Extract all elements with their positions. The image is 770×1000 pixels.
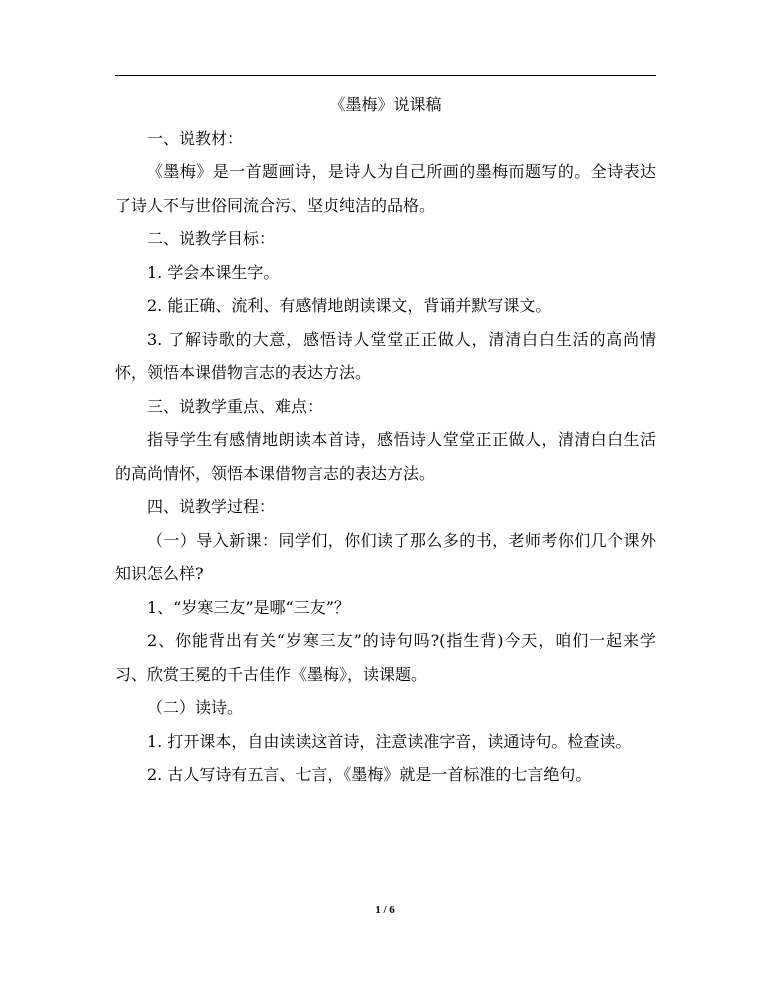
section-heading-textbook: 一、说教材： xyxy=(147,128,244,148)
header-rule xyxy=(115,75,656,76)
paragraph-textbook-intro: 《墨梅》是一首题画诗，是诗人为自己所画的墨梅而题写的。全诗表达了诗人不与世俗同流合污、坚贞纯洁的品格。 xyxy=(115,162,656,215)
section-heading-keypoints: 三、说教学重点、难点： xyxy=(147,396,324,416)
reading-item-1: 1. 打开课本，自由读读这首诗，注意读准字音，读通诗句。检查读。 xyxy=(147,731,632,751)
question-item-2: 2、你能背出有关“岁寒三友”的诗句吗?(指生背)今天，咱们一起来学习、欣赏王冕的千古佳作《墨梅》，读课题。 xyxy=(115,631,656,684)
reading-item-2: 2. 古人写诗有五言、七言，《墨梅》就是一首标准的七言绝句。 xyxy=(147,765,592,784)
goal-item-1: 1. 学会本课生字。 xyxy=(147,262,280,282)
document-body xyxy=(115,88,656,792)
paragraph-keypoints: 指导学生有感情地朗读本首诗，感悟诗人堂堂正正做人，清清白白生活的高尚情怀，领悟本课借物言志的表达方法。 xyxy=(115,430,656,483)
question-item-1: 1、“岁寒三友”是哪“三友”？ xyxy=(147,597,350,617)
goal-item-3: 3. 了解诗歌的大意，感悟诗人堂堂正正做人，清清白白生活的高尚情怀，领悟本课借物言志的表达方法。 xyxy=(115,329,656,382)
section-heading-goals: 二、说教学目标： xyxy=(147,229,276,248)
page-number: 1 / 6 xyxy=(375,904,395,916)
document-title: 《墨梅》说课稿 xyxy=(329,95,442,114)
goal-item-2: 2. 能正确、流利、有感情地朗读课文，背诵并默写课文。 xyxy=(147,296,552,315)
process-step-intro: （一）导入新课：同学们，你们读了那么多的书，老师考你们几个课外知识怎么样? xyxy=(115,530,656,583)
section-heading-process: 四、说教学过程： xyxy=(147,497,276,516)
process-step-reading: （二）读诗。 xyxy=(147,698,244,717)
